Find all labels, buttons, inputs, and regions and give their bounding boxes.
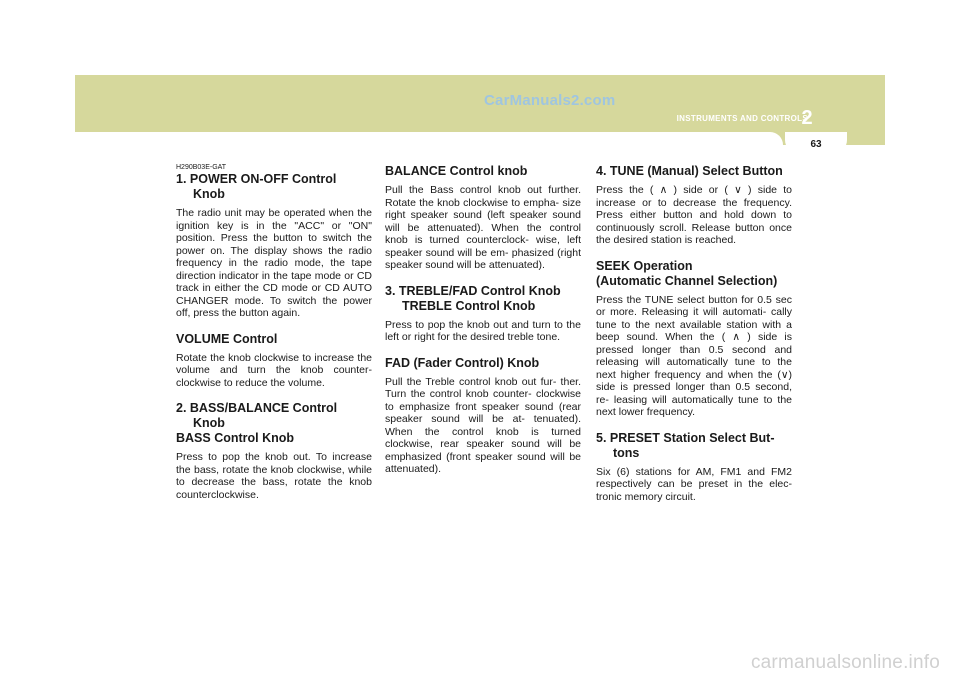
seek-heading	[596, 259, 792, 289]
power-knob-heading-line2: Knob	[193, 187, 225, 201]
preset-heading	[596, 431, 792, 461]
section-number: 2	[801, 107, 813, 129]
preset-heading-line1: 5. PRESET Station Select But-	[596, 430, 775, 445]
seek-text: Press the TUNE select button for 0.5 sec or more. Releasing it will automati- cally tune to the next available station with a beep sound. When the ( ∧ ) side is pressed longer than 0.5 second and releasing will automatically tune to the next higher frequency and when the (∨) side is pressed longer than 0.5 second, re- leasing will automatically tune to the next lower frequency.	[596, 293, 792, 418]
tune-heading: 4. TUNE (Manual) Select Button	[596, 164, 783, 178]
bass-balance-heading	[176, 401, 372, 431]
volume-text: Rotate the knob clockwise to increase the volume and turn the knob counter- clockwise to reduce the volume.	[176, 351, 372, 389]
treble-fad-heading-line2: TREBLE Control Knob	[402, 298, 536, 313]
footer-watermark-link[interactable]: carmanualsonline.info	[750, 652, 940, 673]
volume-heading: VOLUME Control	[176, 331, 278, 346]
power-knob-heading	[176, 172, 372, 202]
preset-heading-line2: tons	[613, 445, 640, 460]
document-code: H290B03E-GAT	[176, 164, 227, 171]
column-left	[176, 164, 372, 513]
bass-balance-heading-line1: 2. BASS/BALANCE Control	[176, 401, 338, 415]
fad-heading: FAD (Fader Control) Knob	[385, 355, 540, 370]
page-number: 63	[810, 139, 822, 150]
treble-text: Press to pop the knob out and turn to the left or right for the desired treble tone.	[385, 318, 581, 343]
treble-fad-heading-line1: 3. TREBLE/FAD Control Knob	[385, 283, 561, 298]
fad-text: Pull the Treble control knob out fur- ther. Turn the control knob counter- clockwise to emphasize front speaker sound (rear speaker sound will be at- tenuated). When the control knob is turned clockwise, rear speaker sound will be emphasized (front speaker sound will be attenuated).	[385, 375, 581, 475]
seek-heading-line1: SEEK Operation	[596, 258, 693, 273]
bass-knob-text: Press to pop the knob out. To increase the bass, rotate the knob clockwise, while to decrease the bass, rotate the knob counterclockwise.	[176, 451, 372, 501]
column-middle	[385, 164, 581, 488]
bass-balance-heading-line2: Knob	[193, 416, 225, 430]
balance-text: Pull the Bass control knob out further. Rotate the knob clockwise to empha- size right speaker sound (left speaker sound will be attenuated). When the control knob is turned counterclock- wise, left speaker sound will be em- phasized (right speaker sound will be attenuated).	[385, 184, 581, 271]
top-watermark-link[interactable]: CarManuals2.com	[484, 92, 616, 109]
header-band-cutout	[75, 132, 783, 145]
balance-heading: BALANCE Control knob	[385, 164, 528, 178]
column-right	[596, 164, 792, 515]
preset-text: Six (6) stations for AM, FM1 and FM2 respectively can be preset in the elec- tronic memory circuit.	[596, 465, 792, 503]
section-label: INSTRUMENTS AND CONTROLS	[676, 114, 808, 123]
power-knob-heading-line1: 1. POWER ON-OFF Control	[176, 172, 337, 186]
bass-knob-heading: BASS Control Knob	[176, 431, 295, 445]
seek-heading-line2: (Automatic Channel Selection)	[596, 273, 778, 288]
treble-fad-heading	[385, 284, 581, 314]
power-knob-text: The radio unit may be operated when the ignition key is in the "ACC" or "ON" position. Press the button to switch the power on. The display shows the radio frequency in the radio mode, the tape direction indicator in the tape mode or CD track in either the CD mode or CD AUTO CHANGER mode. To switch the power off, press the button again.	[176, 207, 372, 319]
tune-text: Press the ( ∧ ) side or ( ∨ ) side to increase or to decrease the frequency. Press either button and hold down to continuously scroll. Release button once the desired station is reached.	[596, 184, 792, 246]
